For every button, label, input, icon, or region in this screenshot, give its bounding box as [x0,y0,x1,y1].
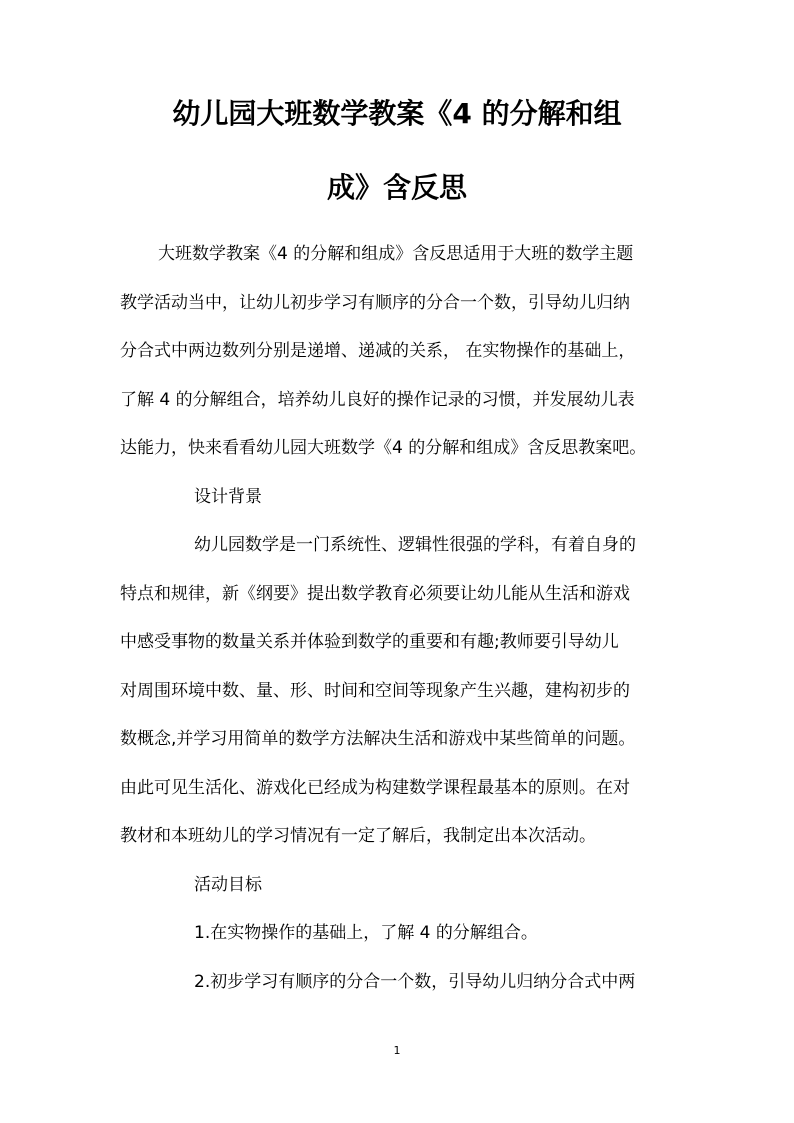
design-line-3: 中感受事物的数量关系并体验到数学的重要和有趣;教师要引导幼儿 [120,632,619,652]
design-line-1: 幼儿园数学是一门系统性、逻辑性很强的学科，有着自身的 [194,535,636,555]
design-line-2: 特点和规律，新《纲要》提出数学教育必须要让幼儿能从生活和游戏 [120,584,630,604]
page-number: 1 [393,1044,401,1057]
design-line-5: 数概念,并学习用简单的数学方法解决生活和游戏中某些简单的问题。 [120,729,636,749]
document-title-line-2: 成》含反思 [326,171,467,204]
section-heading-design: 设计背景 [194,487,262,507]
intro-line-1: 大班数学教案《4 的分解和组成》含反思适用于大班的数学主题 [158,244,634,264]
document-title-line-1: 幼儿园大班数学教案《4 的分解和组 [172,97,622,130]
goal-item-1: 1.在实物操作的基础上，了解 4 的分解组合。 [194,923,538,943]
intro-line-4: 了解 4 的分解组合，培养幼儿良好的操作记录的习惯，并发展幼儿表 [120,390,635,410]
design-line-7: 教材和本班幼儿的学习情况有一定了解后，我制定出本次活动。 [120,826,596,846]
intro-line-5: 达能力，快来看看幼儿园大班数学《4 的分解和组成》含反思教案吧。 [120,438,647,458]
section-heading-goals: 活动目标 [194,875,262,895]
design-line-4: 对周围环境中数、量、形、时间和空间等现象产生兴趣，建构初步的 [120,681,630,701]
intro-line-3: 分合式中两边数列分别是递增、递减的关系， 在实物操作的基础上， [120,341,636,361]
intro-line-2: 教学活动当中，让幼儿初步学习有顺序的分合一个数，引导幼儿归纳 [120,293,630,313]
goal-item-2: 2.初步学习有顺序的分合一个数，引导幼儿归纳分合式中两 [194,972,636,992]
design-line-6: 由此可见生活化、游戏化已经成为构建数学课程最基本的原则。在对 [120,778,630,798]
